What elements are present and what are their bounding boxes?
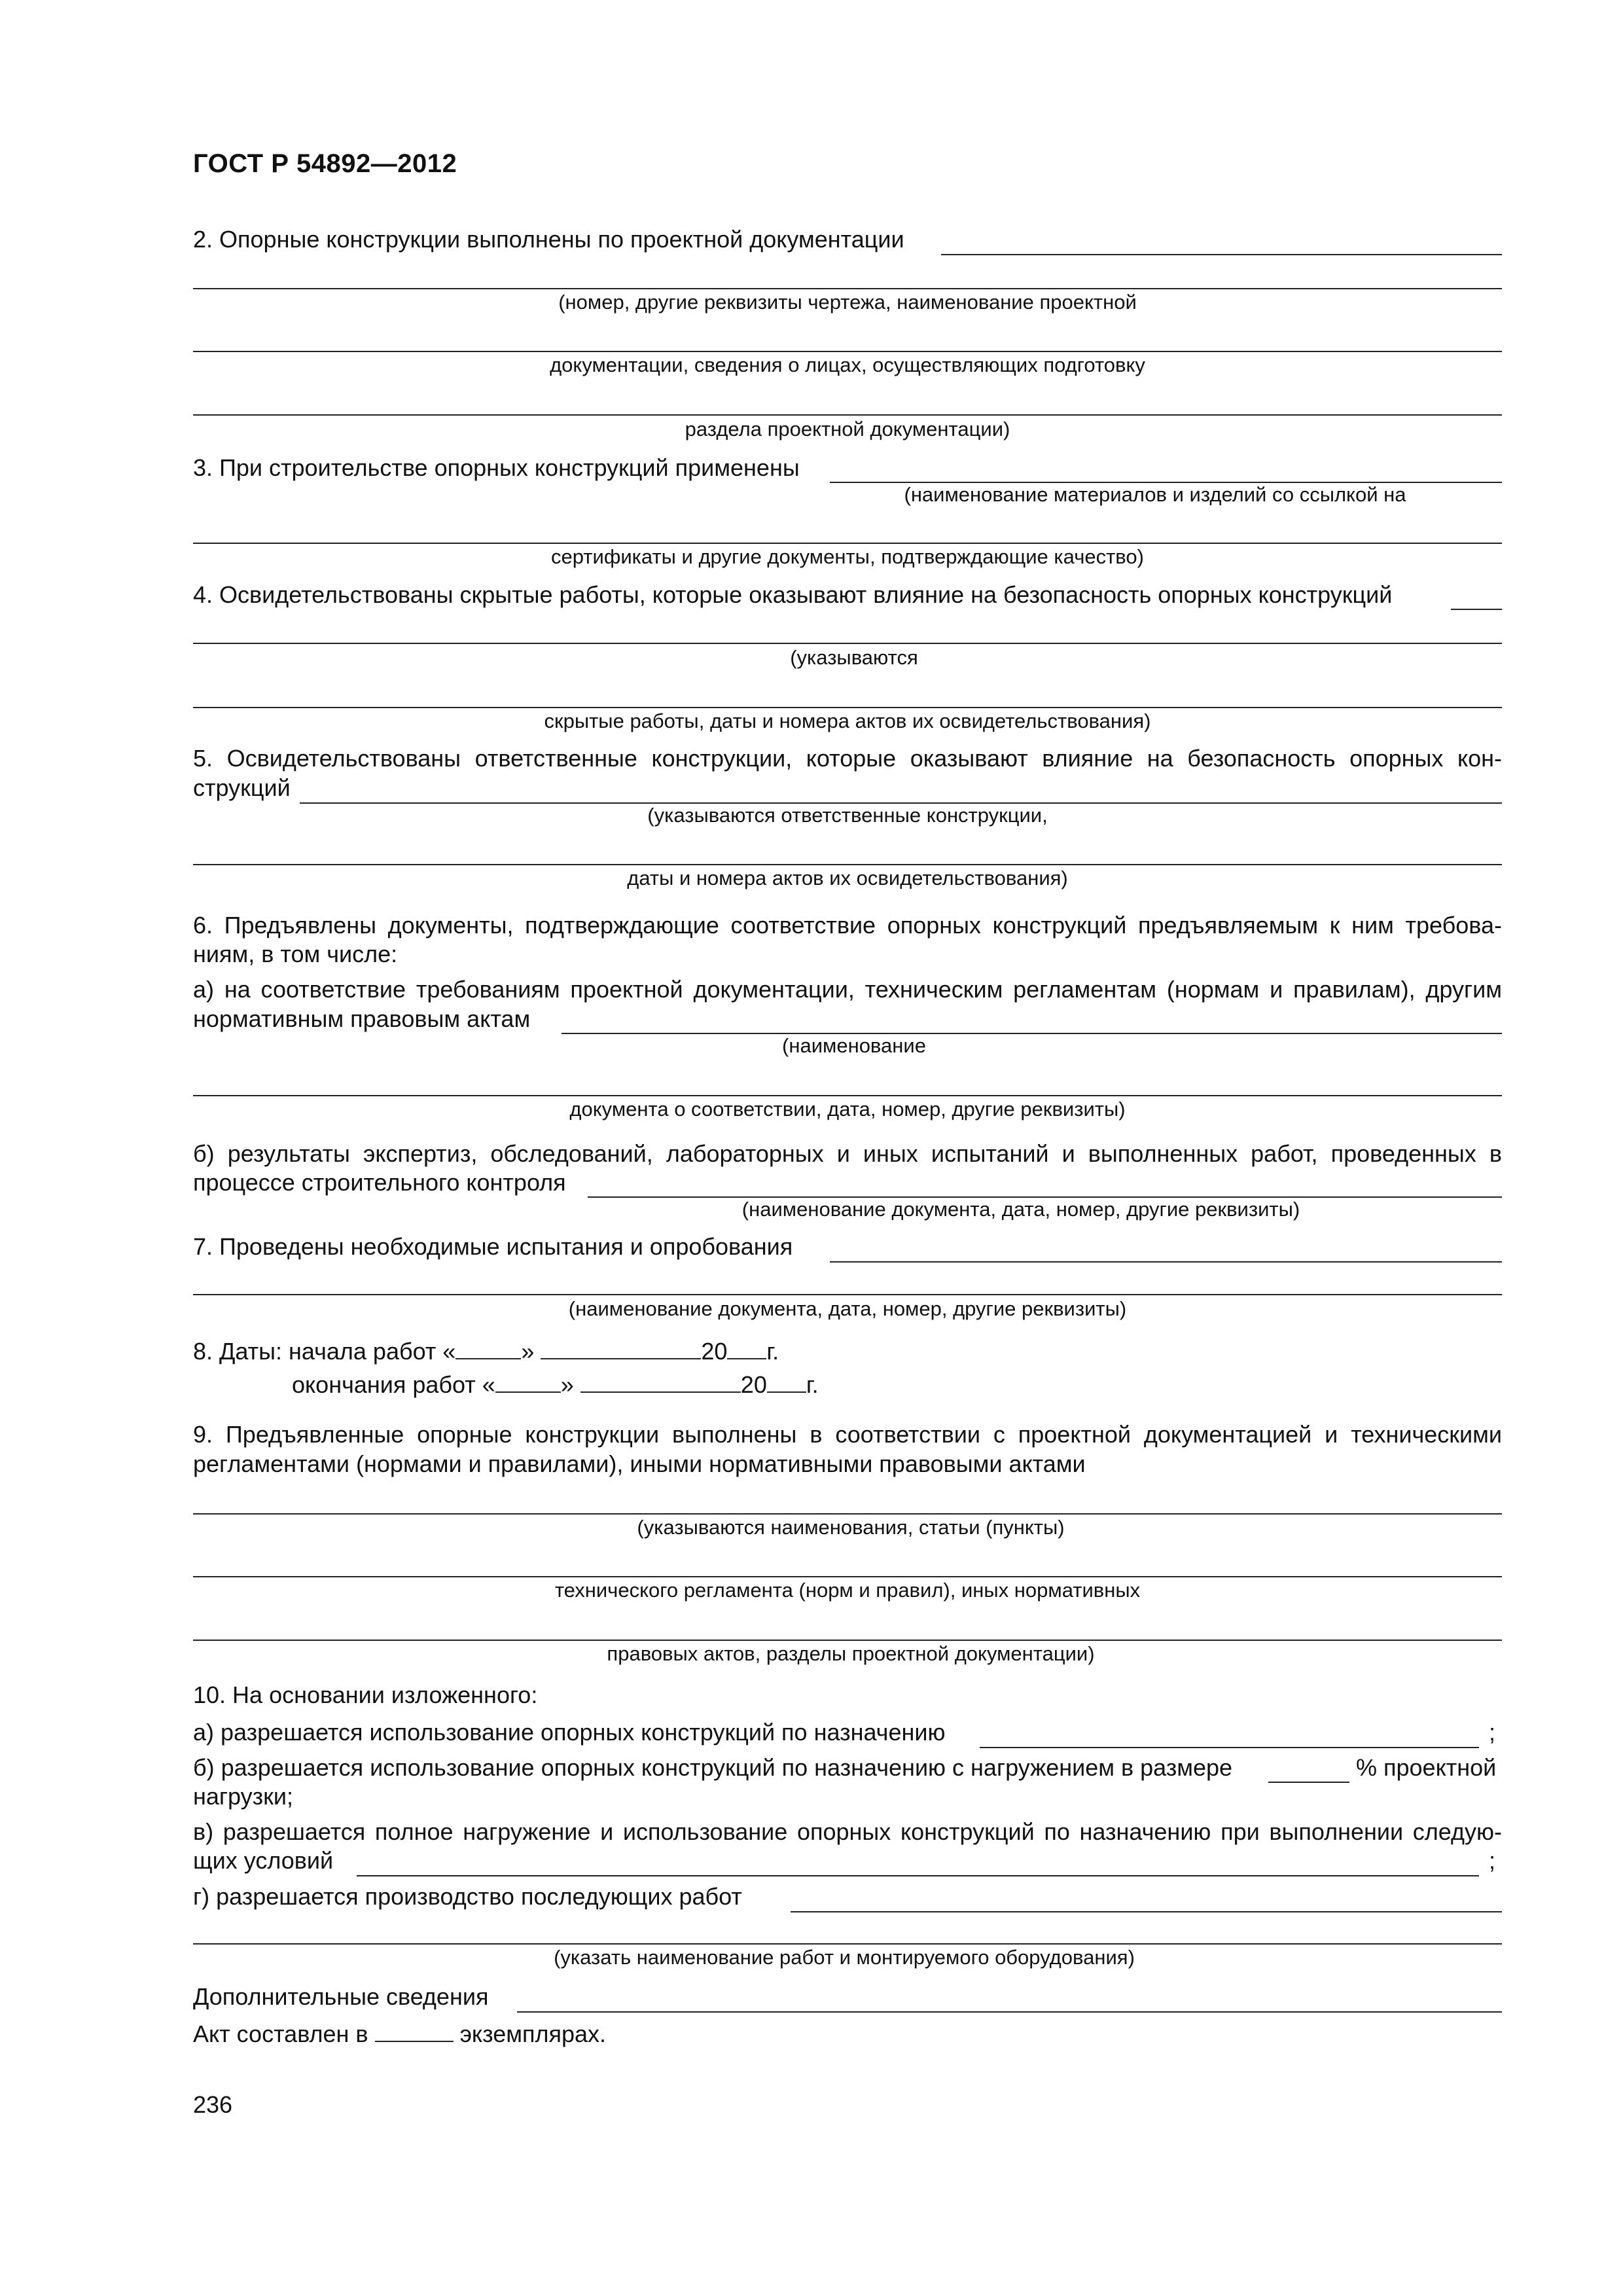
page-number: 236 <box>193 2091 233 2118</box>
item6a-field-line[interactable] <box>562 1033 1502 1034</box>
item9-caption-1: (указываются наименования, статьи (пункты) <box>637 1516 1065 1539</box>
item6a-field-line-2[interactable] <box>193 1095 1502 1096</box>
item10g-field-line[interactable] <box>791 1911 1502 1912</box>
item4-field-line[interactable] <box>1451 609 1502 610</box>
item2-caption-3: раздела проектной документации) <box>685 418 1010 440</box>
item7-field-line[interactable] <box>830 1261 1502 1263</box>
item6a-caption-1: (наименование <box>782 1034 926 1057</box>
item2-field-line[interactable] <box>941 254 1502 255</box>
end-day-field[interactable] <box>495 1372 561 1393</box>
copies-suffix: экземплярах. <box>459 2020 606 2047</box>
item7-field-line-2[interactable] <box>193 1294 1502 1295</box>
item10b-line-1: б) разрешается использование опорных конструкций по назначению с нагружением в размере <box>193 1754 1233 1781</box>
item10v-line-2: щих условий <box>193 1847 334 1874</box>
start-year-suffix: г. <box>766 1338 779 1365</box>
item6b-caption: (наименование документа, дата, номер, другие реквизиты) <box>741 1198 1300 1221</box>
item4-caption-1: (указываются <box>790 646 918 669</box>
item2-field-line-2[interactable] <box>193 288 1502 289</box>
item6a-line-1: а) на соответствие требованиям проектной документации, техническим регламентам (нормам и правилам), другим <box>193 976 1502 1003</box>
item9-caption-2: технического регламента (норм и правил), иных нормативных <box>554 1579 1141 1602</box>
item9-line-1: 9. Предъявленные опорные конструкции выполнены в соответствии с проектной документацией и техническими <box>193 1421 1502 1448</box>
item9-field-line-3[interactable] <box>193 1640 1502 1641</box>
item8-end-label: окончания работ « <box>292 1371 495 1398</box>
item10v-semicolon: ; <box>1489 1847 1496 1874</box>
item3-caption-2: сертификаты и другие документы, подтверждающие качество) <box>551 545 1144 568</box>
start-month-field[interactable] <box>541 1338 701 1359</box>
item3-caption-1: (наименование материалов и изделий со ссылкой на <box>904 483 1406 506</box>
item4-field-line-3[interactable] <box>193 707 1502 708</box>
item5-field-line-2[interactable] <box>193 864 1502 865</box>
item8-start-row <box>193 1337 779 1366</box>
end-year-suffix: г. <box>806 1371 819 1398</box>
item6-line-1: 6. Предъявлены документы, подтверждающие соответствие опорных конструкций предъявляемым к ним требова- <box>193 912 1502 939</box>
item2-caption-2: документации, сведения о лицах, осуществляющих подготовку <box>550 353 1145 376</box>
item2-field-line-3[interactable] <box>193 351 1502 352</box>
item9-field-line[interactable] <box>193 1513 1502 1515</box>
item10g-caption: (указать наименование работ и монтируемого оборудования) <box>554 1946 1135 1969</box>
item6a-line-2: нормативным правовым актам <box>193 1005 531 1032</box>
item6a-caption-2: документа о соответствии, дата, номер, другие реквизиты) <box>569 1098 1126 1121</box>
item10b-suffix: % проектной <box>1356 1754 1497 1781</box>
item10-intro: 10. На основании изложенного: <box>193 1681 538 1708</box>
end-month-field[interactable] <box>580 1372 741 1393</box>
document-header: ГОСТ Р 54892—2012 <box>193 149 457 178</box>
item4-caption-2: скрытые работы, даты и номера актов их освидетельствования) <box>544 709 1151 732</box>
item10g-text: г) разрешается производство последующих работ <box>193 1883 742 1910</box>
item9-caption-3: правовых актов, разделы проектной документации) <box>607 1642 1095 1665</box>
item4-field-line-2[interactable] <box>193 643 1502 644</box>
end-year-field[interactable] <box>767 1372 806 1393</box>
item2-caption-1: (номер, другие реквизиты чертежа, наименование проектной <box>558 291 1137 314</box>
item4-text: 4. Освидетельствованы скрытые работы, которые оказывают влияние на безопасность опорных конструкций <box>193 581 1393 608</box>
start-day-field[interactable] <box>455 1338 521 1359</box>
item10a-text: а) разрешается использование опорных конструкций по назначению <box>193 1719 946 1746</box>
item9-field-line-2[interactable] <box>193 1576 1502 1577</box>
end-year-prefix: 20 <box>740 1371 767 1398</box>
item7-text: 7. Проведены необходимые испытания и опробования <box>193 1233 793 1260</box>
copies-count-field[interactable] <box>375 2021 454 2042</box>
item10v-line-1: в) разрешается полное нагружение и использование опорных конструкций по назначению при выполнении следую- <box>193 1818 1502 1845</box>
item10a-semicolon: ; <box>1489 1719 1496 1746</box>
item3-text: 3. При строительстве опорных конструкций применены <box>193 454 800 481</box>
item10v-field-line[interactable] <box>357 1875 1479 1876</box>
item2-text: 2. Опорные конструкции выполнены по проектной документации <box>193 226 904 253</box>
copies-prefix: Акт составлен в <box>193 2020 368 2047</box>
item10a-field-line[interactable] <box>980 1747 1479 1748</box>
additional-label: Дополнительные сведения <box>193 1983 489 2010</box>
item5-caption-1: (указываются ответственные конструкции, <box>647 804 1048 827</box>
start-quote-close: » <box>521 1338 535 1365</box>
item6-line-2: ниям, в том числе: <box>193 941 398 967</box>
item10g-field-line-2[interactable] <box>193 1943 1502 1945</box>
item2-field-line-4[interactable] <box>193 414 1502 416</box>
item8-start-label: 8. Даты: начала работ « <box>193 1338 456 1365</box>
copies-row <box>193 2020 606 2049</box>
end-quote-close: » <box>560 1371 574 1398</box>
item3-field-line-2[interactable] <box>193 543 1502 544</box>
item6b-line-1: б) результаты экспертиз, обследований, лабораторных и иных испытаний и выполненных работ, проведенных в <box>193 1140 1502 1167</box>
load-percent-field[interactable] <box>1268 1782 1349 1783</box>
item8-end-row <box>292 1371 819 1399</box>
item5-line-2: струкций <box>193 774 291 801</box>
item5-caption-2: даты и номера актов их освидетельствования) <box>627 867 1068 889</box>
start-year-prefix: 20 <box>701 1338 728 1365</box>
item7-caption: (наименование документа, дата, номер, другие реквизиты) <box>568 1297 1127 1320</box>
item10b-line-2: нагрузки; <box>193 1783 294 1810</box>
item6b-line-2: процессе строительного контроля <box>193 1169 566 1196</box>
item5-line-1: 5. Освидетельствованы ответственные конструкции, которые оказывают влияние на безопасность опорных кон- <box>193 745 1502 772</box>
item9-line-2: регламентами (нормами и правилами), иными нормативными правовыми актами <box>193 1450 1086 1477</box>
start-year-field[interactable] <box>727 1338 766 1359</box>
additional-field-line[interactable] <box>517 2011 1502 2013</box>
